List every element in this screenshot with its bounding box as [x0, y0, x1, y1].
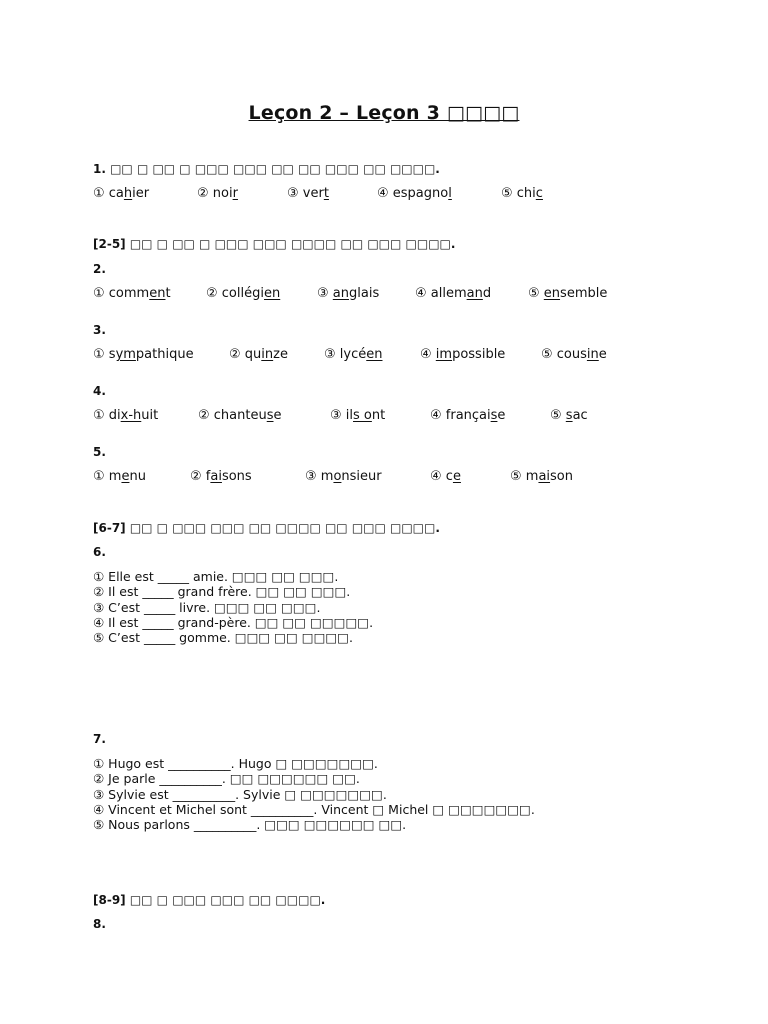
- question-3-option: ② quinze: [229, 347, 288, 362]
- question-6-option: ⑤ C’est _____ gomme. □□□ □□ □□□□.: [93, 630, 353, 646]
- question-6-number: 6.: [93, 545, 106, 559]
- question-7-option: ② Je parle __________. □□ □□□□□□ □□.: [93, 771, 360, 787]
- question-8-number: 8.: [93, 917, 106, 931]
- question-4-option: ② chanteuse: [198, 408, 282, 423]
- question-7-option: ① Hugo est __________. Hugo □ □□□□□□□.: [93, 756, 378, 771]
- question-1-option: ⑤ chic: [501, 186, 543, 201]
- question-2-option: ⑤ ensemble: [528, 286, 608, 301]
- question-3-option: ④ impossible: [420, 347, 506, 362]
- page-title: Leçon 2 – Leçon 3 □□□□: [248, 102, 520, 124]
- question-6-option: ② Il est _____ grand frère. □□ □□ □□□.: [93, 584, 351, 600]
- question-3-option: ① sympathique: [93, 347, 194, 362]
- question-1-option: ③ vert: [287, 186, 329, 201]
- question-5-option: ⑤ maison: [510, 469, 573, 484]
- question-4-option: ③ ils ont: [330, 408, 386, 423]
- question-7-number: 7.: [93, 732, 106, 746]
- question-7-option: ④ Vincent et Michel sont __________. Vincent □ Michel □ □□□□□□□.: [93, 801, 535, 817]
- question-6-option: ③ C’est _____ livre. □□□ □□ □□□.: [93, 599, 321, 615]
- question-1-option: ② noir: [197, 186, 238, 201]
- question-4-option: ④ française: [430, 408, 506, 423]
- question-4-option: ⑤ sac: [550, 408, 588, 423]
- section-6-7-instruction: [6-7] □□ □ □□□ □□□ □□ □□□□ □□ □□□ □□□□.: [93, 521, 440, 535]
- question-5-option: ① menu: [93, 469, 146, 484]
- question-7-option: ③ Sylvie est __________. Sylvie □ □□□□□□□.: [93, 786, 387, 802]
- question-3-option: ③ lycéen: [324, 347, 383, 362]
- question-2-option: ④ allemand: [415, 286, 492, 301]
- question-5-number: 5.: [93, 445, 106, 459]
- question-2-option: ① comment: [93, 286, 171, 301]
- question-1-option: ① cahier: [93, 186, 150, 201]
- question-6-option: ① Elle est _____ amie. □□□ □□ □□□.: [93, 569, 339, 584]
- question-7-option: ⑤ Nous parlons __________. □□□ □□□□□□ □□.: [93, 817, 407, 833]
- section-2-5-instruction: [2-5] □□ □ □□ □ □□□ □□□ □□□□ □□ □□□ □□□□.: [93, 237, 456, 251]
- question-1-option: ④ espagnol: [377, 186, 452, 201]
- question-1-instruction: 1. □□ □ □□ □ □□□ □□□ □□ □□ □□□ □□ □□□□.: [93, 162, 440, 176]
- question-6-option: ④ Il est _____ grand-père. □□ □□ □□□□□.: [93, 614, 374, 630]
- question-2-number: 2.: [93, 262, 106, 276]
- question-5-option: ② faisons: [190, 469, 252, 484]
- question-5-option: ③ monsieur: [305, 469, 382, 484]
- question-2-option: ② collégien: [206, 286, 281, 301]
- question-6-options: [93, 569, 373, 645]
- question-7-options: [93, 756, 535, 832]
- question-2-option: ③ anglais: [317, 286, 380, 301]
- question-5-option: ④ ce: [430, 469, 461, 484]
- question-4-number: 4.: [93, 384, 106, 398]
- question-3-number: 3.: [93, 323, 106, 337]
- question-3-option: ⑤ cousine: [541, 347, 607, 362]
- question-4-option: ① dix-huit: [93, 408, 159, 423]
- section-8-9-instruction: [8-9] □□ □ □□□ □□□ □□ □□□□.: [93, 893, 326, 907]
